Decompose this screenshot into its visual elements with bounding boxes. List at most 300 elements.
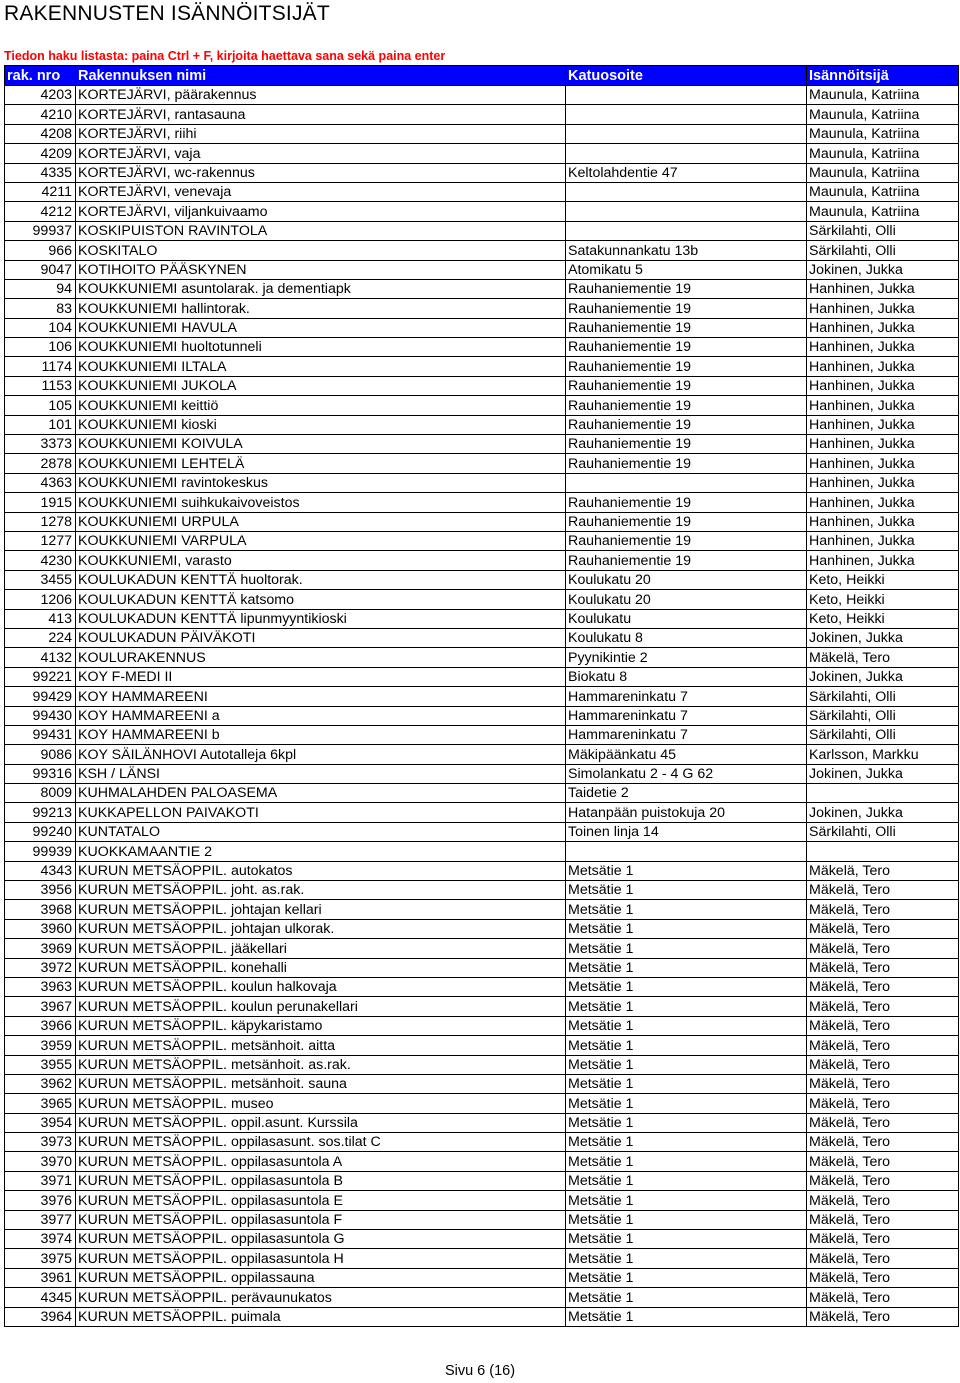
- cell-manager: Hanhinen, Jukka: [807, 376, 959, 395]
- table-row: [5, 1249, 959, 1268]
- table-row: [5, 861, 959, 880]
- cell-address: Rauhaniementie 19: [566, 531, 807, 550]
- cell-manager: Hanhinen, Jukka: [807, 454, 959, 473]
- cell-manager: Jokinen, Jukka: [807, 803, 959, 822]
- cell-manager: Mäkelä, Tero: [807, 1152, 959, 1171]
- table-header-row: [5, 66, 959, 86]
- cell-building-name: KURUN METSÄOPPIL. oppilasasuntola A: [76, 1152, 566, 1171]
- cell-building-name: KURUN METSÄOPPIL. joht. as.rak.: [76, 881, 566, 900]
- cell-building-name: KOUKKUNIEMI asuntolarak. ja dementiapk: [76, 279, 566, 298]
- cell-number: 413: [5, 609, 76, 628]
- table-row: [5, 900, 959, 919]
- cell-number: 104: [5, 318, 76, 337]
- cell-building-name: KURUN METSÄOPPIL. metsänhoit. as.rak.: [76, 1055, 566, 1074]
- cell-building-name: KOUKKUNIEMI VARPULA: [76, 531, 566, 550]
- cell-number: 99213: [5, 803, 76, 822]
- cell-address: [566, 842, 807, 861]
- table-row: [5, 105, 959, 124]
- cell-manager: Mäkelä, Tero: [807, 1268, 959, 1287]
- cell-number: 3969: [5, 939, 76, 958]
- cell-manager: Maunula, Katriina: [807, 105, 959, 124]
- cell-manager: Mäkelä, Tero: [807, 881, 959, 900]
- table-row: [5, 1133, 959, 1152]
- table-row: [5, 299, 959, 318]
- cell-number: 4335: [5, 163, 76, 182]
- cell-address: Hammareninkatu 7: [566, 725, 807, 744]
- cell-number: 4209: [5, 144, 76, 163]
- cell-manager: Maunula, Katriina: [807, 144, 959, 163]
- column-header-name: Rakennuksen nimi: [76, 66, 566, 86]
- cell-manager: Maunula, Katriina: [807, 182, 959, 201]
- cell-number: 3973: [5, 1133, 76, 1152]
- cell-number: 99316: [5, 764, 76, 783]
- table-row: [5, 1152, 959, 1171]
- cell-number: 8009: [5, 784, 76, 803]
- cell-manager: Mäkelä, Tero: [807, 1249, 959, 1268]
- cell-building-name: KURUN METSÄOPPIL. oppilasasuntola H: [76, 1249, 566, 1268]
- cell-address: Metsätie 1: [566, 1171, 807, 1190]
- cell-building-name: KORTEJÄRVI, päärakennus: [76, 86, 566, 105]
- cell-address: Simolankatu 2 - 4 G 62: [566, 764, 807, 783]
- cell-number: 3960: [5, 919, 76, 938]
- cell-manager: Mäkelä, Tero: [807, 1016, 959, 1035]
- cell-address: [566, 86, 807, 105]
- cell-building-name: KOUKKUNIEMI LEHTELÄ: [76, 454, 566, 473]
- cell-address: Metsätie 1: [566, 1249, 807, 1268]
- cell-address: Metsätie 1: [566, 939, 807, 958]
- cell-address: Mäkipäänkatu 45: [566, 745, 807, 764]
- table-row: [5, 570, 959, 589]
- cell-address: Metsätie 1: [566, 1094, 807, 1113]
- cell-number: 3959: [5, 1036, 76, 1055]
- cell-building-name: KORTEJÄRVI, venevaja: [76, 182, 566, 201]
- cell-building-name: KOUKKUNIEMI ILTALA: [76, 357, 566, 376]
- table-row: [5, 512, 959, 531]
- cell-manager: Hanhinen, Jukka: [807, 473, 959, 492]
- cell-number: 3971: [5, 1171, 76, 1190]
- cell-number: 966: [5, 241, 76, 260]
- cell-building-name: KOUKKUNIEMI, varasto: [76, 551, 566, 570]
- table-row: [5, 493, 959, 512]
- cell-building-name: KOULUKADUN PÄIVÄKOTI: [76, 628, 566, 647]
- cell-building-name: KURUN METSÄOPPIL. johtajan ulkorak.: [76, 919, 566, 938]
- cell-manager: Maunula, Katriina: [807, 124, 959, 143]
- cell-building-name: KURUN METSÄOPPIL. oppilassauna: [76, 1268, 566, 1287]
- cell-address: Koulukatu 20: [566, 590, 807, 609]
- cell-address: Rauhaniementie 19: [566, 396, 807, 415]
- cell-number: 4132: [5, 648, 76, 667]
- cell-manager: Mäkelä, Tero: [807, 977, 959, 996]
- cell-building-name: KORTEJÄRVI, rantasauna: [76, 105, 566, 124]
- cell-address: Rauhaniementie 19: [566, 493, 807, 512]
- cell-number: 3373: [5, 435, 76, 454]
- table-row: [5, 1171, 959, 1190]
- table-row: [5, 396, 959, 415]
- cell-manager: Mäkelä, Tero: [807, 997, 959, 1016]
- cell-address: Rauhaniementie 19: [566, 318, 807, 337]
- cell-building-name: KURUN METSÄOPPIL. metsänhoit. sauna: [76, 1074, 566, 1093]
- cell-address: Pyynikintie 2: [566, 648, 807, 667]
- cell-manager: Mäkelä, Tero: [807, 1191, 959, 1210]
- cell-building-name: KOULUKADUN KENTTÄ huoltorak.: [76, 570, 566, 589]
- cell-number: 4203: [5, 86, 76, 105]
- table-row: [5, 357, 959, 376]
- cell-building-name: KURUN METSÄOPPIL. oppilasasuntola F: [76, 1210, 566, 1229]
- cell-building-name: KOUKKUNIEMI kioski: [76, 415, 566, 434]
- cell-manager: Maunula, Katriina: [807, 86, 959, 105]
- cell-number: 2878: [5, 454, 76, 473]
- cell-building-name: KURUN METSÄOPPIL. metsänhoit. aitta: [76, 1036, 566, 1055]
- table-row: [5, 609, 959, 628]
- cell-manager: Jokinen, Jukka: [807, 667, 959, 686]
- cell-address: Rauhaniementie 19: [566, 338, 807, 357]
- cell-building-name: KURUN METSÄOPPIL. konehalli: [76, 958, 566, 977]
- cell-address: Rauhaniementie 19: [566, 512, 807, 531]
- building-table: [4, 65, 959, 1327]
- cell-number: 3965: [5, 1094, 76, 1113]
- cell-building-name: KURUN METSÄOPPIL. johtajan kellari: [76, 900, 566, 919]
- cell-building-name: KOUKKUNIEMI suihkukaivoveistos: [76, 493, 566, 512]
- cell-number: 99939: [5, 842, 76, 861]
- column-header-number: rak. nro: [5, 66, 76, 86]
- cell-address: Hammareninkatu 7: [566, 706, 807, 725]
- table-row: [5, 473, 959, 492]
- table-row: [5, 531, 959, 550]
- cell-address: Hatanpään puistokuja 20: [566, 803, 807, 822]
- cell-number: 99937: [5, 221, 76, 240]
- cell-building-name: KOY F-MEDI II: [76, 667, 566, 686]
- cell-building-name: KURUN METSÄOPPIL. oppilasasuntola B: [76, 1171, 566, 1190]
- table-row: [5, 764, 959, 783]
- cell-manager: Mäkelä, Tero: [807, 1113, 959, 1132]
- cell-manager: Maunula, Katriina: [807, 202, 959, 221]
- cell-address: Metsätie 1: [566, 881, 807, 900]
- table-row: [5, 86, 959, 105]
- cell-manager: Särkilahti, Olli: [807, 687, 959, 706]
- cell-number: 3961: [5, 1268, 76, 1287]
- cell-building-name: KORTEJÄRVI, viljankuivaamo: [76, 202, 566, 221]
- cell-manager: Mäkelä, Tero: [807, 1055, 959, 1074]
- table-row: [5, 706, 959, 725]
- cell-address: Atomikatu 5: [566, 260, 807, 279]
- cell-number: 99240: [5, 822, 76, 841]
- table-row: [5, 648, 959, 667]
- table-row: [5, 435, 959, 454]
- table-row: [5, 919, 959, 938]
- cell-address: Rauhaniementie 19: [566, 357, 807, 376]
- cell-address: Keltolahdentie 47: [566, 163, 807, 182]
- cell-address: Metsätie 1: [566, 1074, 807, 1093]
- column-header-manager: Isännöitsijä: [807, 66, 959, 86]
- cell-number: 94: [5, 279, 76, 298]
- table-row: [5, 1055, 959, 1074]
- table-row: [5, 1094, 959, 1113]
- table-row: [5, 1036, 959, 1055]
- cell-address: Metsätie 1: [566, 997, 807, 1016]
- page-number: Sivu 6 (16): [444, 1363, 516, 1379]
- cell-building-name: KURUN METSÄOPPIL. museo: [76, 1094, 566, 1113]
- page-title: RAKENNUSTEN ISÄNNÖITSIJÄT: [4, 2, 330, 25]
- table-row: [5, 202, 959, 221]
- table-row: [5, 803, 959, 822]
- cell-building-name: KURUN METSÄOPPIL. koulun halkovaja: [76, 977, 566, 996]
- cell-building-name: KOULUKADUN KENTTÄ lipunmyyntikioski: [76, 609, 566, 628]
- cell-address: [566, 144, 807, 163]
- cell-address: Metsätie 1: [566, 1230, 807, 1249]
- cell-number: 1153: [5, 376, 76, 395]
- cell-number: 83: [5, 299, 76, 318]
- cell-building-name: KOUKKUNIEMI KOIVULA: [76, 435, 566, 454]
- cell-manager: Hanhinen, Jukka: [807, 338, 959, 357]
- table-row: [5, 1113, 959, 1132]
- cell-number: 105: [5, 396, 76, 415]
- cell-address: Metsätie 1: [566, 1113, 807, 1132]
- table-row: [5, 241, 959, 260]
- table-row: [5, 997, 959, 1016]
- cell-building-name: KOUKKUNIEMI URPULA: [76, 512, 566, 531]
- cell-number: 3968: [5, 900, 76, 919]
- table-body: [5, 86, 959, 1327]
- cell-number: 3974: [5, 1230, 76, 1249]
- cell-address: Hammareninkatu 7: [566, 687, 807, 706]
- table-row: [5, 958, 959, 977]
- cell-manager: Jokinen, Jukka: [807, 260, 959, 279]
- cell-manager: Mäkelä, Tero: [807, 648, 959, 667]
- table-row: [5, 1210, 959, 1229]
- cell-address: Metsätie 1: [566, 958, 807, 977]
- table-row: [5, 163, 959, 182]
- table-row: [5, 1016, 959, 1035]
- cell-manager: Hanhinen, Jukka: [807, 415, 959, 434]
- cell-manager: Mäkelä, Tero: [807, 1036, 959, 1055]
- cell-number: 9086: [5, 745, 76, 764]
- cell-manager: Keto, Heikki: [807, 609, 959, 628]
- cell-number: 3970: [5, 1152, 76, 1171]
- cell-manager: Mäkelä, Tero: [807, 1171, 959, 1190]
- cell-manager: Mäkelä, Tero: [807, 939, 959, 958]
- cell-manager: Mäkelä, Tero: [807, 900, 959, 919]
- cell-address: Metsätie 1: [566, 919, 807, 938]
- table-row: [5, 977, 959, 996]
- cell-manager: Hanhinen, Jukka: [807, 318, 959, 337]
- cell-address: [566, 124, 807, 143]
- table-row: [5, 745, 959, 764]
- cell-building-name: KOY HAMMAREENI: [76, 687, 566, 706]
- cell-number: 1174: [5, 357, 76, 376]
- cell-address: Metsätie 1: [566, 1288, 807, 1307]
- cell-building-name: KURUN METSÄOPPIL. oppilasasuntola E: [76, 1191, 566, 1210]
- table-row: [5, 628, 959, 647]
- cell-building-name: KOY HAMMAREENI a: [76, 706, 566, 725]
- cell-manager: Keto, Heikki: [807, 590, 959, 609]
- cell-number: 224: [5, 628, 76, 647]
- table-row: [5, 279, 959, 298]
- table-row: [5, 260, 959, 279]
- cell-manager: Hanhinen, Jukka: [807, 493, 959, 512]
- cell-building-name: KOULUKADUN KENTTÄ katsomo: [76, 590, 566, 609]
- cell-manager: Karlsson, Markku: [807, 745, 959, 764]
- cell-manager: Särkilahti, Olli: [807, 725, 959, 744]
- cell-number: 4211: [5, 182, 76, 201]
- cell-address: Taidetie 2: [566, 784, 807, 803]
- cell-manager: [807, 842, 959, 861]
- cell-building-name: KURUN METSÄOPPIL. jääkellari: [76, 939, 566, 958]
- cell-number: 3976: [5, 1191, 76, 1210]
- table-row: [5, 1268, 959, 1287]
- table-row: [5, 667, 959, 686]
- cell-number: 3964: [5, 1307, 76, 1326]
- cell-address: Rauhaniementie 19: [566, 376, 807, 395]
- cell-address: Biokatu 8: [566, 667, 807, 686]
- cell-address: Metsätie 1: [566, 1016, 807, 1035]
- cell-manager: Mäkelä, Tero: [807, 958, 959, 977]
- cell-manager: Maunula, Katriina: [807, 163, 959, 182]
- cell-number: 3966: [5, 1016, 76, 1035]
- cell-number: 4208: [5, 124, 76, 143]
- cell-number: 9047: [5, 260, 76, 279]
- cell-building-name: KOSKITALO: [76, 241, 566, 260]
- cell-address: Metsätie 1: [566, 1036, 807, 1055]
- cell-address: Koulukatu: [566, 609, 807, 628]
- table-row: [5, 338, 959, 357]
- table-row: [5, 415, 959, 434]
- table-row: [5, 318, 959, 337]
- cell-address: Metsätie 1: [566, 1268, 807, 1287]
- table-row: [5, 454, 959, 473]
- cell-number: 4363: [5, 473, 76, 492]
- cell-number: 4345: [5, 1288, 76, 1307]
- cell-number: 3962: [5, 1074, 76, 1093]
- cell-address: Rauhaniementie 19: [566, 551, 807, 570]
- cell-manager: Mäkelä, Tero: [807, 1133, 959, 1152]
- cell-building-name: KURUN METSÄOPPIL. käpykaristamo: [76, 1016, 566, 1035]
- table-row: [5, 144, 959, 163]
- cell-number: 3955: [5, 1055, 76, 1074]
- cell-manager: Mäkelä, Tero: [807, 1210, 959, 1229]
- cell-number: 99430: [5, 706, 76, 725]
- cell-address: Metsätie 1: [566, 900, 807, 919]
- cell-address: Rauhaniementie 19: [566, 299, 807, 318]
- cell-manager: [807, 784, 959, 803]
- cell-number: 4230: [5, 551, 76, 570]
- cell-manager: Hanhinen, Jukka: [807, 357, 959, 376]
- cell-manager: Särkilahti, Olli: [807, 241, 959, 260]
- cell-address: [566, 182, 807, 201]
- table-row: [5, 842, 959, 861]
- cell-building-name: KSH / LÄNSI: [76, 764, 566, 783]
- cell-manager: Jokinen, Jukka: [807, 764, 959, 783]
- table-row: [5, 1307, 959, 1326]
- cell-address: [566, 202, 807, 221]
- cell-building-name: KOUKKUNIEMI hallintorak.: [76, 299, 566, 318]
- cell-manager: Särkilahti, Olli: [807, 706, 959, 725]
- cell-building-name: KUOKKAMAANTIE 2: [76, 842, 566, 861]
- cell-manager: Hanhinen, Jukka: [807, 512, 959, 531]
- search-hint: Tiedon haku listasta: paina Ctrl + F, kirjoita haettava sana sekä paina enter: [4, 49, 446, 63]
- cell-address: Rauhaniementie 19: [566, 454, 807, 473]
- cell-address: Metsätie 1: [566, 1133, 807, 1152]
- cell-building-name: KURUN METSÄOPPIL. koulun perunakellari: [76, 997, 566, 1016]
- table-row: [5, 551, 959, 570]
- cell-number: 99429: [5, 687, 76, 706]
- table-row: [5, 1230, 959, 1249]
- cell-manager: Mäkelä, Tero: [807, 1288, 959, 1307]
- cell-building-name: KOUKKUNIEMI ravintokeskus: [76, 473, 566, 492]
- cell-address: Metsätie 1: [566, 861, 807, 880]
- cell-number: 1915: [5, 493, 76, 512]
- cell-manager: Hanhinen, Jukka: [807, 435, 959, 454]
- cell-building-name: KUHMALAHDEN PALOASEMA: [76, 784, 566, 803]
- cell-address: [566, 105, 807, 124]
- cell-number: 3954: [5, 1113, 76, 1132]
- cell-manager: Hanhinen, Jukka: [807, 299, 959, 318]
- cell-number: 101: [5, 415, 76, 434]
- cell-building-name: KORTEJÄRVI, wc-rakennus: [76, 163, 566, 182]
- table-row: [5, 1288, 959, 1307]
- cell-number: 3967: [5, 997, 76, 1016]
- cell-building-name: KOY HAMMAREENI b: [76, 725, 566, 744]
- cell-address: Koulukatu 8: [566, 628, 807, 647]
- cell-building-name: KOUKKUNIEMI keittiö: [76, 396, 566, 415]
- table-row: [5, 376, 959, 395]
- cell-manager: Särkilahti, Olli: [807, 221, 959, 240]
- table-row: [5, 221, 959, 240]
- table-row: [5, 590, 959, 609]
- cell-manager: Keto, Heikki: [807, 570, 959, 589]
- cell-building-name: KOTIHOITO PÄÄSKYNEN: [76, 260, 566, 279]
- table-row: [5, 725, 959, 744]
- cell-building-name: KURUN METSÄOPPIL. perävaunukatos: [76, 1288, 566, 1307]
- cell-address: Metsätie 1: [566, 1055, 807, 1074]
- cell-number: 3977: [5, 1210, 76, 1229]
- cell-number: 99431: [5, 725, 76, 744]
- table-row: [5, 124, 959, 143]
- cell-address: Rauhaniementie 19: [566, 279, 807, 298]
- cell-manager: Mäkelä, Tero: [807, 1094, 959, 1113]
- cell-manager: Mäkelä, Tero: [807, 919, 959, 938]
- cell-address: Toinen linja 14: [566, 822, 807, 841]
- table-row: [5, 182, 959, 201]
- cell-number: 106: [5, 338, 76, 357]
- cell-number: 1206: [5, 590, 76, 609]
- table-row: [5, 822, 959, 841]
- cell-building-name: KUKKAPELLON PAIVAKOTI: [76, 803, 566, 822]
- cell-building-name: KURUN METSÄOPPIL. oppilasasunt. sos.tilat C: [76, 1133, 566, 1152]
- cell-number: 4343: [5, 861, 76, 880]
- table-row: [5, 784, 959, 803]
- cell-address: [566, 473, 807, 492]
- cell-address: Metsätie 1: [566, 1307, 807, 1326]
- cell-building-name: KOUKKUNIEMI huoltotunneli: [76, 338, 566, 357]
- cell-building-name: KURUN METSÄOPPIL. autokatos: [76, 861, 566, 880]
- cell-number: 1278: [5, 512, 76, 531]
- cell-address: Metsätie 1: [566, 1210, 807, 1229]
- table-row: [5, 1074, 959, 1093]
- table-row: [5, 1191, 959, 1210]
- cell-building-name: KOUKKUNIEMI HAVULA: [76, 318, 566, 337]
- cell-manager: Hanhinen, Jukka: [807, 279, 959, 298]
- cell-address: Satakunnankatu 13b: [566, 241, 807, 260]
- cell-manager: Hanhinen, Jukka: [807, 531, 959, 550]
- cell-building-name: KUNTATALO: [76, 822, 566, 841]
- cell-address: Rauhaniementie 19: [566, 435, 807, 454]
- cell-number: 1277: [5, 531, 76, 550]
- cell-address: Koulukatu 20: [566, 570, 807, 589]
- cell-number: 4212: [5, 202, 76, 221]
- cell-building-name: KORTEJÄRVI, riihi: [76, 124, 566, 143]
- cell-number: 3975: [5, 1249, 76, 1268]
- cell-building-name: KURUN METSÄOPPIL. oppil.asunt. Kurssila: [76, 1113, 566, 1132]
